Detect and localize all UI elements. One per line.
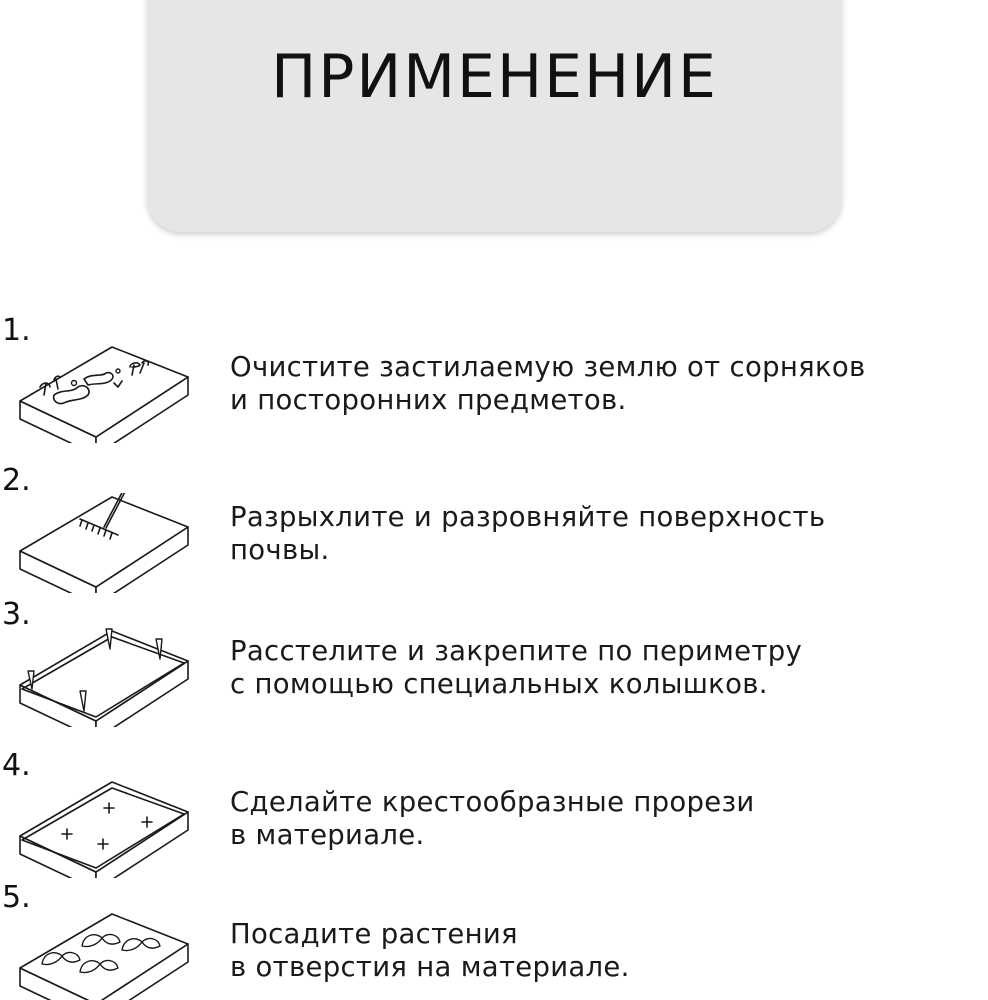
bed-rake-icon [14,493,194,593]
bed-pegs-icon [14,627,194,727]
step-text-line: почвы. [230,534,330,566]
bed-plants-icon [14,910,194,1000]
step-4-text [230,786,988,852]
step-text-line: Очистите застилаемую землю от сорняков [230,351,866,383]
step-text-line: и посторонних предметов. [230,384,627,416]
step-1-text [230,351,988,417]
step-number: 5. [2,880,31,915]
step-number: 1. [2,313,31,348]
step-5 [0,880,988,1000]
bed-cross-cuts-icon [14,778,194,878]
step-text-line: в отверстия на материале. [230,951,630,983]
page-title: ПРИМЕНЕНИЕ [271,42,718,112]
step-3 [0,597,988,767]
header-card [147,0,842,232]
step-text-line: Сделайте крестообразные прорези [230,786,755,818]
step-number: 4. [2,748,31,783]
step-text-line: с помощью специальных колышков. [230,668,768,700]
step-text-line: Посадите растения [230,918,518,950]
step-text-line: Разрыхлите и разровняйте поверхность [230,501,826,533]
soil-bed-weeds-icon [14,343,194,443]
step-5-text [230,918,988,984]
step-1 [0,313,988,483]
step-text-line: в материале. [230,819,425,851]
step-3-text [230,635,988,701]
step-number: 2. [2,463,31,498]
step-2-text [230,501,988,567]
step-text-line: Расстелите и закрепите по периметру [230,635,803,667]
step-number: 3. [2,597,31,632]
